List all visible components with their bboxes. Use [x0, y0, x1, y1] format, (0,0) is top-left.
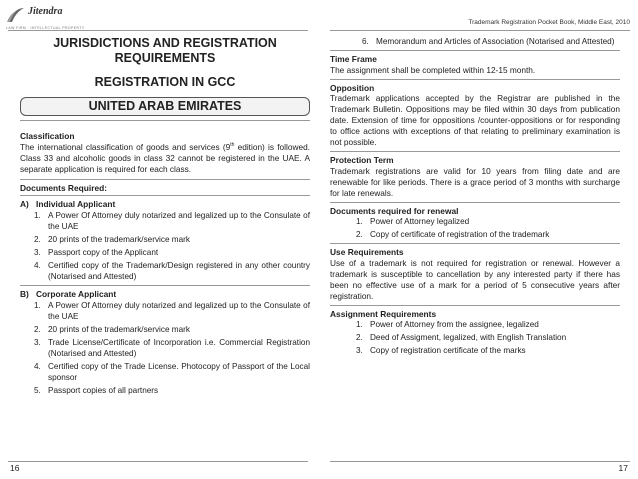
section-title: Classification — [20, 131, 75, 141]
list-item: 2. 20 prints of the trademark/service mark — [34, 235, 190, 244]
time-frame-section — [330, 54, 620, 76]
list-item: 5. Passport copies of all partners — [34, 386, 159, 395]
section-text: Trademark applications accepted by the Registrar are published in the Trademark Bulletin. Oppositions may be filed within 30 days from publication date. Extension of time for oppositions /counter-oppositions or for responding to office actions with exceptions of that relating to preliminary examination is not possible. — [330, 93, 620, 147]
page-number-right: 17 — [618, 463, 628, 473]
page-subheading: REGISTRATION IN GCC — [94, 75, 236, 89]
classification-section — [20, 131, 310, 175]
divider — [20, 179, 310, 180]
list-item: 1. Power of Attorney from the assignee, legalized — [356, 320, 539, 329]
section-text: Trademark registrations are valid for 10 years from filing date and are renewable for like periods. There is a grace period of 3 months with surcharge for late renewals. — [330, 165, 620, 198]
divider — [20, 285, 310, 286]
list-item: 2. Copy of certificate of registration of the trademark — [356, 230, 550, 239]
list-item: 3. Passport copy of the Applicant — [34, 248, 159, 257]
list-item: 1. Power of Attorney legalized — [356, 217, 470, 226]
section-title: Opposition — [330, 82, 375, 93]
running-title: Trademark Registration Pocket Book, Middle East, 2010 — [468, 19, 630, 26]
group-corporate-title: B) Corporate Applicant — [20, 289, 117, 299]
list-item: 4. Certified copy of the Trade License. Photocopy of Passport of the Local sponsor — [34, 362, 310, 382]
divider — [330, 79, 620, 80]
logo-mark-icon — [6, 6, 26, 24]
corporate-list — [20, 300, 310, 396]
country-banner: UNITED ARAB EMIRATES — [20, 97, 310, 116]
list-item: 2. 20 prints of the trademark/service mark — [34, 325, 190, 334]
individual-list — [20, 210, 310, 282]
left-page — [20, 36, 310, 396]
divider — [330, 202, 620, 203]
list-item: 4. Certified copy of the Trademark/Design registered in any other country (Notarised and Attested) — [34, 261, 310, 281]
section-title: Assignment Requirements — [330, 308, 437, 319]
docs-required-title: Documents Required: — [20, 182, 108, 193]
logo-name: Jitendra — [28, 6, 63, 17]
logo-tagline: LAW FIRM · INTELLECTUAL PROPERTY — [6, 26, 85, 30]
header-rule-right — [330, 30, 630, 31]
protection-section — [330, 155, 620, 199]
page-number-left: 16 — [10, 463, 20, 473]
list-item: 6. Memorandum and Articles of Association (Notarised and Attested) — [362, 37, 615, 46]
list-item: 1. A Power Of Attorney duly notarized and legalized up to the Consulate of the UAE — [34, 301, 310, 321]
header-rule-left — [8, 30, 308, 31]
use-section — [330, 247, 620, 302]
divider — [20, 195, 310, 196]
list-item: 2. Deed of Assigment, legalized, with English Translation — [356, 333, 567, 342]
classification-text: The international classification of goods and services (9th edition) is followed. Class 33 and alcoholic goods in class 32 cannot be registered in the UAE. A separate application is required for each class. — [20, 141, 310, 174]
list-item: 3. Trade License/Certificate of Incorporation i.e. Commercial Registration (Notarised and Attested) — [34, 338, 310, 358]
group-individual-title: A) Individual Applicant — [20, 199, 116, 209]
divider — [330, 305, 620, 306]
divider — [330, 243, 620, 244]
section-title: Use Requirements — [330, 247, 404, 257]
opposition-section — [330, 83, 620, 149]
footer-rule-left — [8, 461, 308, 462]
section-text: The assignment shall be completed within 12-15 month. — [330, 64, 536, 75]
list-item: 3. Copy of registration certificate of the marks — [356, 346, 526, 355]
section-title: Time Frame — [330, 54, 377, 64]
divider — [330, 50, 620, 51]
renewal-section — [330, 206, 620, 241]
divider — [20, 120, 310, 121]
assignment-section — [330, 309, 620, 357]
page-heading: JURISDICTIONS AND REGISTRATION REQUIREMENTS — [53, 36, 277, 65]
footer-rule-right — [330, 461, 630, 462]
section-title: Protection Term — [330, 155, 394, 165]
right-page — [330, 36, 620, 356]
divider — [330, 151, 620, 152]
list-item: 1. A Power Of Attorney duly notarized and legalized up to the Consulate of the UAE — [34, 211, 310, 231]
section-text: Use of a trademark is not required for registration or renewal. However a trademark is susceptible to cancellation by any interested party if there has been no effective use of a mark for a period of 5 consecutive years after registration. — [330, 257, 620, 301]
section-title: Documents required for renewal — [330, 205, 459, 216]
